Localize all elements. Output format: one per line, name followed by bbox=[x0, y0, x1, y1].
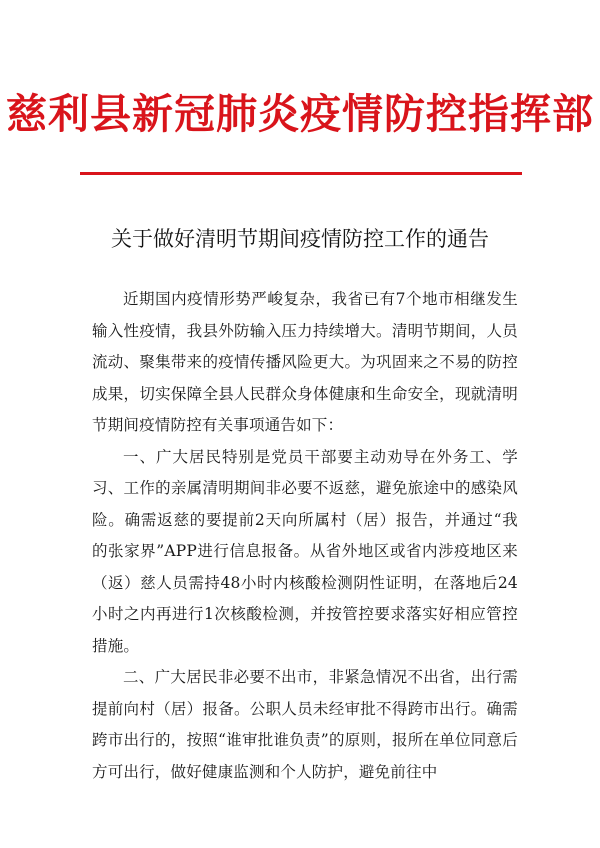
notice-title: 关于做好清明节期间疫情防控工作的通告 bbox=[111, 227, 489, 251]
paragraph-item-2: 二、广大居民非必要不出市，非紧急情况不出省，出行需提前向村（居）报备。公职人员未经审批不得跨市出行。确需跨市出行的，按照“谁审批谁负责”的原则，报所在单位同意后方可出行，做好健康监测和个人防护，避免前往中 bbox=[92, 668, 518, 781]
notice-body bbox=[92, 284, 518, 788]
paragraph-item-1: 一、广大居民特别是党员干部要主动劝导在外务工、学习、工作的亲属清明期间非必要不返慈，避免旅途中的感染风险。确需返慈的要提前2天向所属村（居）报告，并通过“我的张家界”APP进行信息报备。从省外地区或省内涉疫地区来（返）慈人员需持48小时内核酸检测阴性证明，在落地后24小时之内再进行1次核酸检测，并按管控要求落实好相应管控措施。 bbox=[92, 447, 518, 655]
paragraph-intro: 近期国内疫情形势严峻复杂，我省已有7个地市相继发生输入性疫情，我县外防输入压力持续增大。清明节期间，人员流动、聚集带来的疫情传播风险更大。为巩固来之不易的防控成果，切实保障全县人民群众身体健康和生命安全，现就清明节期间疫情防控有关事项通告如下： bbox=[92, 290, 518, 434]
red-header-divider bbox=[80, 172, 522, 175]
issuing-organization-title: 慈利县新冠肺炎疫情防控指挥部 bbox=[6, 90, 594, 138]
